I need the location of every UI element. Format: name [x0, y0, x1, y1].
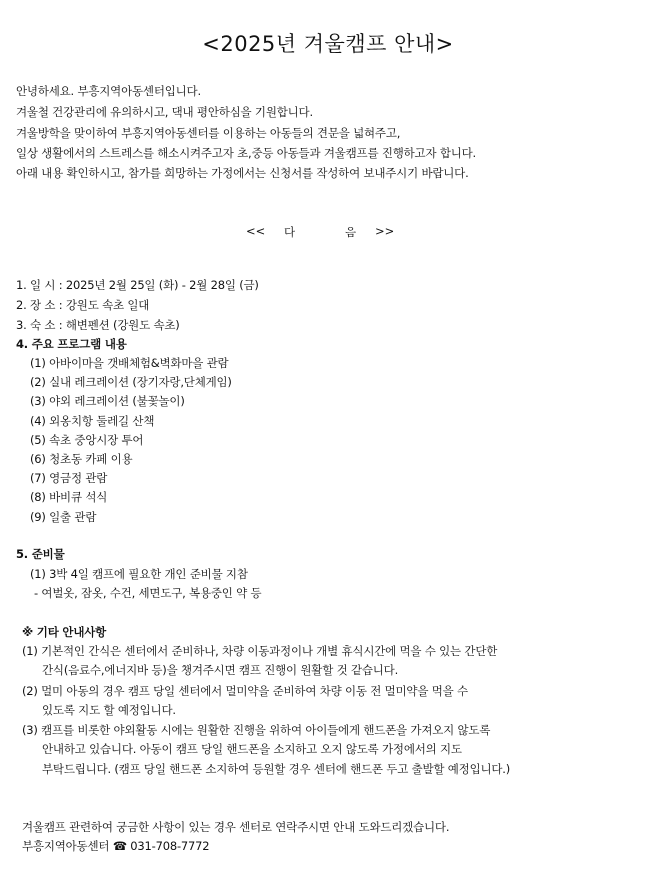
program-item: (5) 속초 중앙시장 투어	[30, 433, 144, 447]
program-item: (2) 실내 레크레이션 (장기자랑,단체게임)	[30, 375, 232, 389]
program-heading: 4. 주요 프로그램 내용	[16, 337, 127, 351]
note-line: (1) 기본적인 간식은 센터에서 준비하나, 차량 이동과정이나 개별 휴식시간에 먹을 수 있는 간단한	[22, 644, 498, 658]
note-line: 부탁드립니다. (캠프 당일 핸드폰 소지하여 등원할 경우 센터에 핸드폰 두고 출발할 예정입니다.)	[42, 762, 511, 776]
intro-line: 아래 내용 확인하시고, 참가를 희망하는 가정에서는 신청서를 작성하여 보내주시기 바랍니다.	[16, 166, 469, 180]
note-line: (3) 캠프를 비롯한 야외활동 시에는 원활한 진행을 위하여 아이들에게 핸드폰을 가져오지 않도록	[22, 723, 491, 737]
notes-heading: ※ 기타 안내사항	[22, 625, 107, 639]
intro-line: 안녕하세요. 부흥지역아동센터입니다.	[16, 84, 201, 98]
page-title: <2025년 겨울캠프 안내>	[202, 32, 454, 56]
program-item: (7) 영금정 관람	[30, 471, 108, 485]
intro-line: 겨울철 건강관리에 유의하시고, 댁내 평안하심을 기원합니다.	[16, 105, 313, 119]
note-line: 있도록 지도 할 예정입니다.	[42, 703, 176, 717]
program-item: (4) 외옹치항 둘레길 산책	[30, 414, 155, 428]
intro-line: 겨울방학을 맞이하여 부흥지역아동센터를 이용하는 아동들의 견문을 넓혀주고,	[16, 126, 401, 140]
divider-left: <<	[246, 224, 266, 238]
supplies-detail: - 여벌옷, 잠옷, 수건, 세면도구, 복용중인 약 등	[34, 586, 262, 600]
program-item: (8) 바비큐 석식	[30, 490, 108, 504]
note-line: 간식(음료수,에너지바 등)을 챙겨주시면 캠프 진행이 원활할 것 같습니다.	[42, 663, 399, 677]
program-item: (9) 일출 관람	[30, 510, 97, 524]
divider-word: 다	[284, 225, 296, 239]
item-date: 1. 일 시 : 2025년 2월 25일 (화) - 2월 28일 (금)	[16, 278, 259, 292]
footer-contact: 부흥지역아동센터 ☎ 031-708-7772	[22, 839, 210, 853]
supplies-item: (1) 3박 4일 캠프에 필요한 개인 준비물 지참	[30, 567, 248, 581]
program-item: (1) 아바이마을 갯배체험&벽화마을 관람	[30, 356, 229, 370]
item-place: 2. 장 소 : 강원도 속초 일대	[16, 298, 150, 312]
footer-inquiry: 겨울캠프 관련하여 궁금한 사항이 있는 경우 센터로 연락주시면 안내 도와드리겠습니다.	[22, 820, 450, 834]
note-line: (2) 멀미 아동의 경우 캠프 당일 센터에서 멀미약을 준비하여 차량 이동 전 멀미약을 먹을 수	[22, 684, 468, 698]
program-item: (3) 야외 레크레이션 (불꽃놀이)	[30, 394, 185, 408]
divider-right: >>	[375, 224, 395, 238]
note-line: 안내하고 있습니다. 아동이 캠프 당일 핸드폰을 소지하고 오지 않도록 가정에서의 지도	[42, 742, 462, 756]
supplies-heading: 5. 준비물	[16, 547, 65, 561]
program-item: (6) 청초동 카페 이용	[30, 452, 133, 466]
divider-word: 음	[345, 225, 357, 239]
item-lodging: 3. 숙 소 : 해변펜션 (강원도 속초)	[16, 318, 180, 332]
intro-line: 일상 생활에서의 스트레스를 해소시켜주고자 초,중등 아동들과 겨울캠프를 진행하고자 합니다.	[16, 146, 477, 160]
